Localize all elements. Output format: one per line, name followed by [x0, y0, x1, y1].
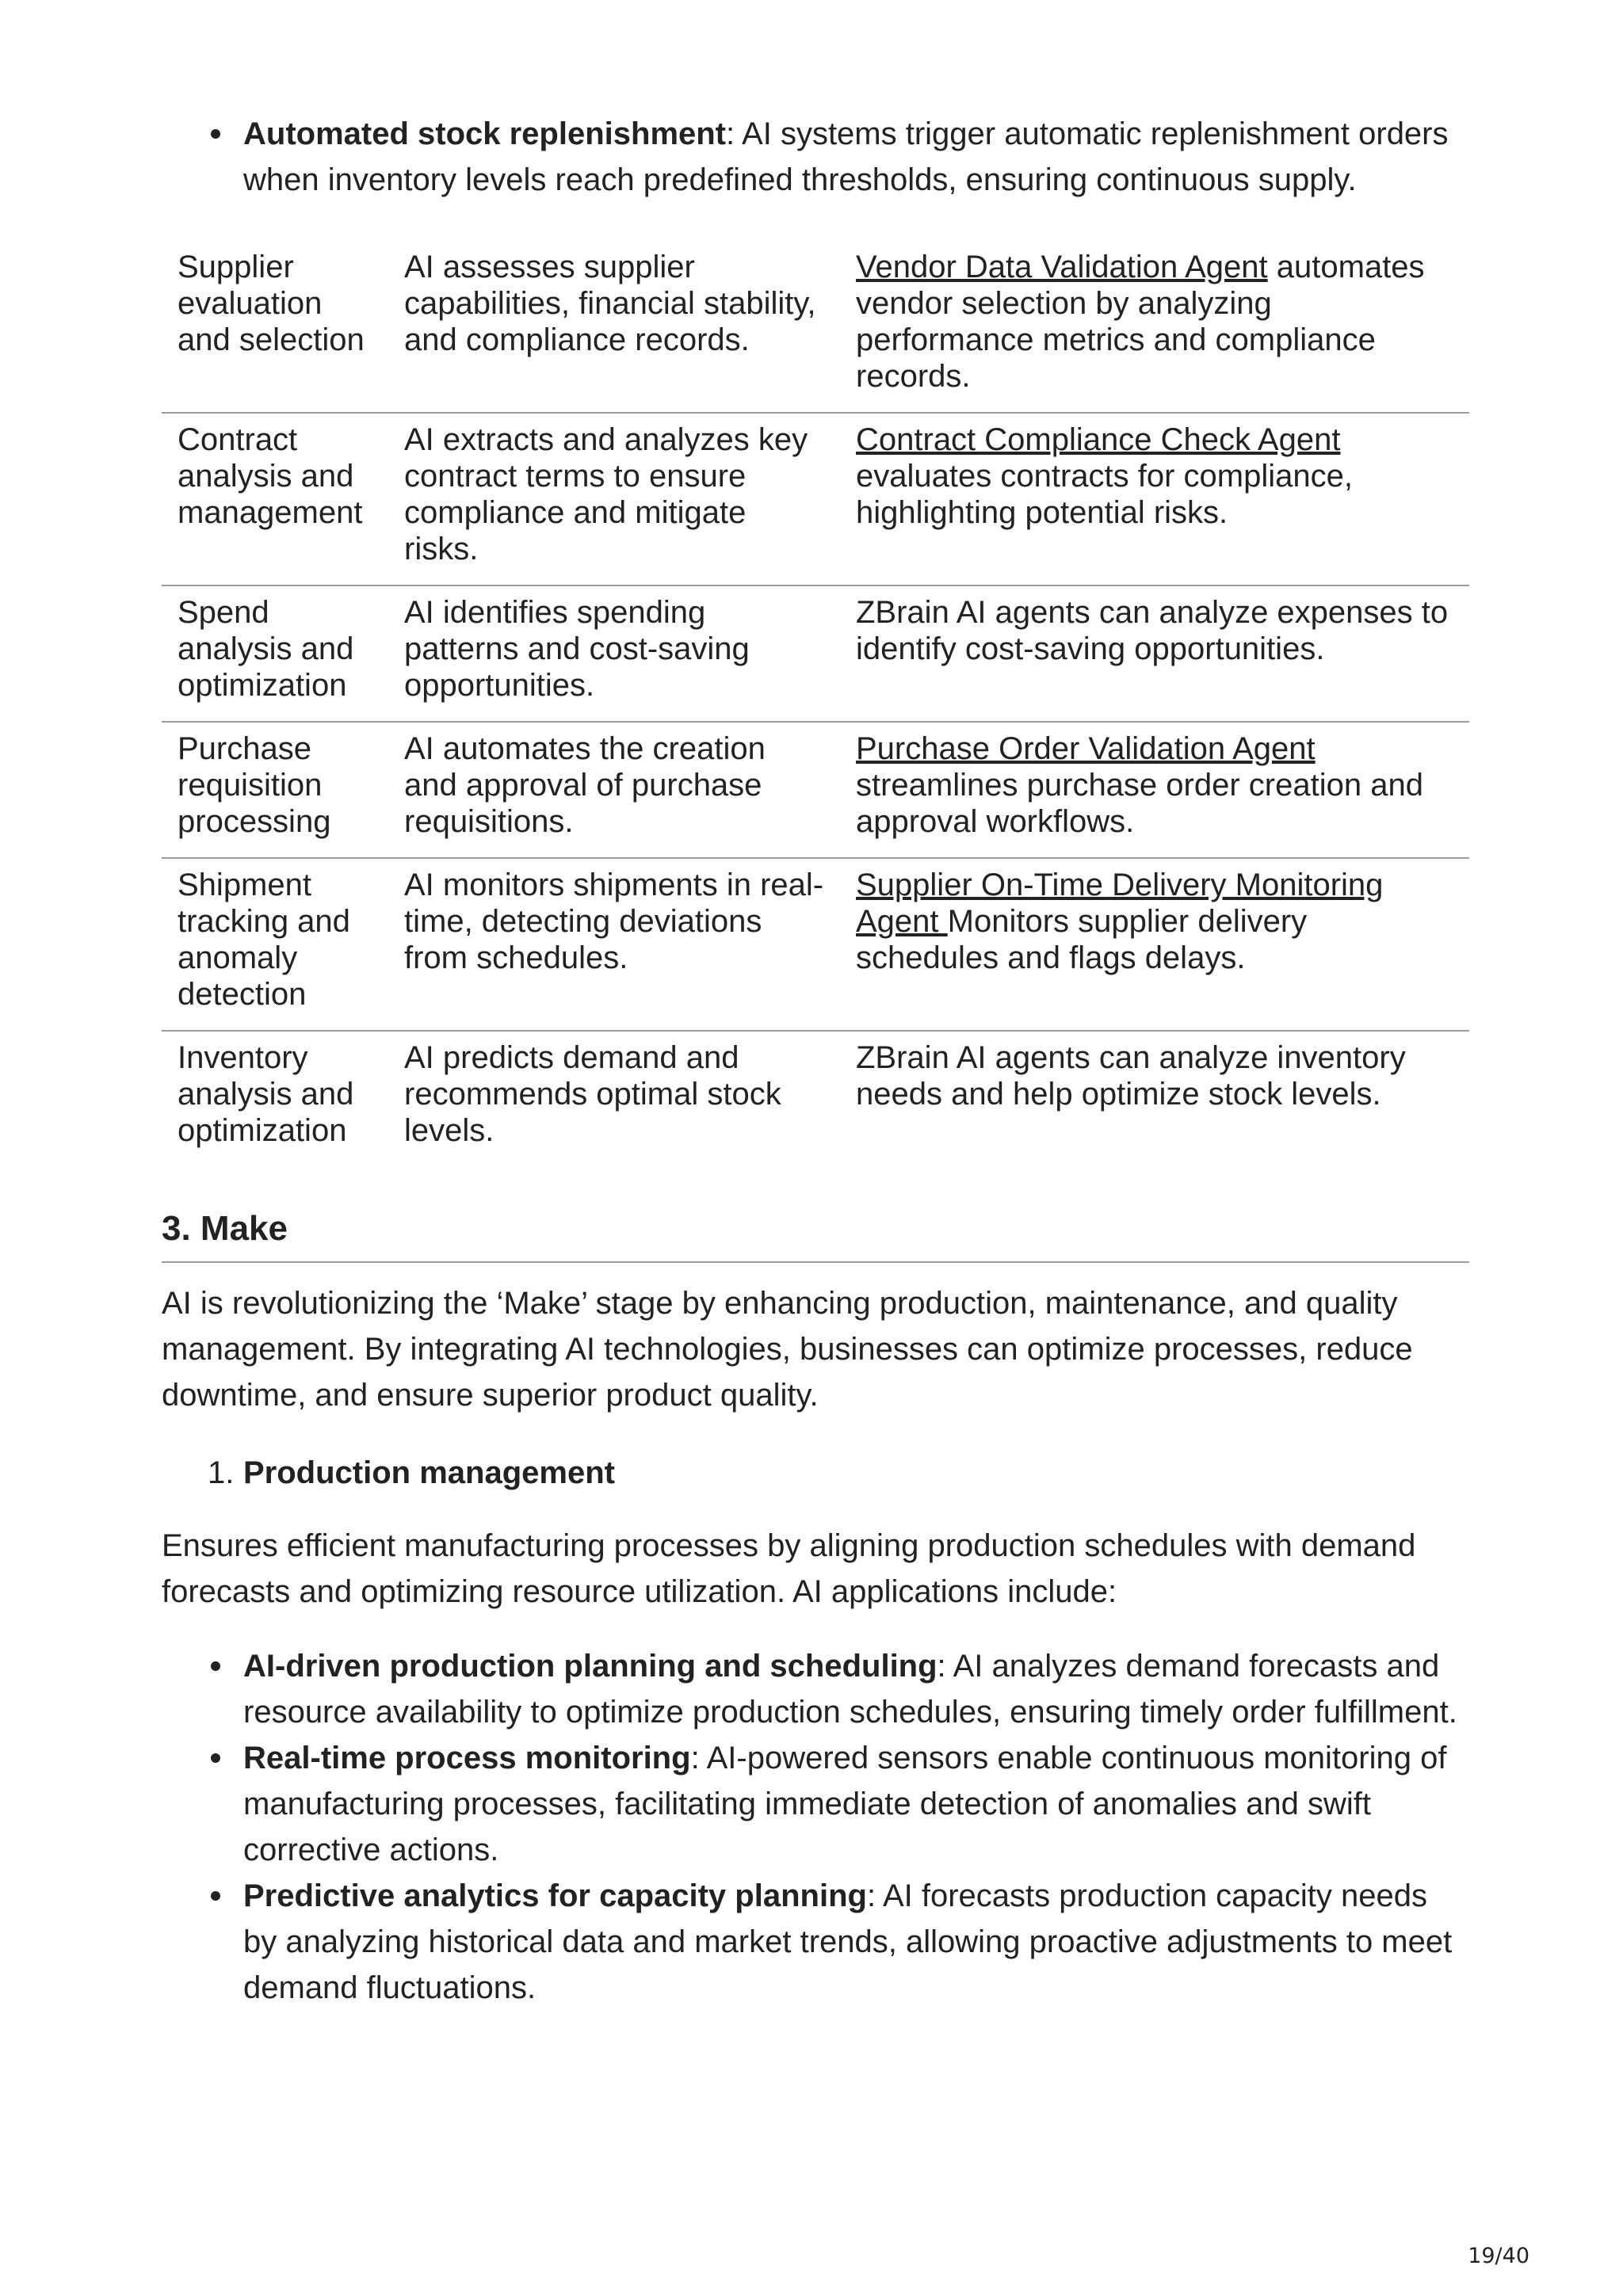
item-label: Production management — [243, 1455, 615, 1490]
bullet-term: Automated stock replenishment — [243, 116, 727, 151]
agent-cell — [840, 585, 1469, 722]
agent-link[interactable]: Contract Compliance Check Agent — [856, 422, 1341, 457]
agent-description: ZBrain AI agents can analyze inventory needs and help optimize stock levels. — [856, 1040, 1406, 1112]
stage-cell: Contract analysis and management — [162, 413, 388, 585]
bullet-text: : AI systems trigger automatic replenishment orders when inventory levels reach predefined thresholds, ensuring continuous supply. — [243, 116, 1449, 197]
agent-description: Monitors supplier delivery schedules and flags delays. — [856, 904, 1308, 975]
ai-role-cell: AI assesses supplier capabilities, financial stability, and compliance records. — [404, 250, 816, 357]
numbered-list — [162, 1450, 1469, 1496]
production-description: Ensures efficient manufacturing processes by aligning production schedules with demand forecasts and optimizing resource utilization. AI applications include: — [162, 1528, 1416, 1609]
agent-cell — [840, 722, 1469, 858]
replenishment-bullet-list — [162, 111, 1469, 203]
stage-cell: Shipment tracking and anomaly detection — [162, 858, 388, 1031]
table-row — [162, 413, 1469, 585]
ai-role-cell: AI automates the creation and approval of purchase requisitions. — [388, 722, 840, 858]
ai-role-cell: AI monitors shipments in real-time, detecting deviations from schedules. — [388, 858, 840, 1031]
stage-cell: Supplier evaluation and selection — [178, 250, 365, 357]
table-row — [162, 722, 1469, 858]
bullet-term: Real-time process monitoring — [243, 1741, 691, 1775]
agent-link[interactable]: Vendor Data Validation Agent — [856, 250, 1268, 284]
table-row — [162, 585, 1469, 722]
numbered-item — [162, 1450, 1469, 1496]
bullet-item — [162, 1643, 1469, 1735]
stage-cell: Inventory analysis and optimization — [162, 1031, 388, 1166]
agent-link[interactable]: Purchase Order Validation Agent — [856, 731, 1316, 766]
bullet-term: AI-driven production planning and scheduling — [243, 1649, 938, 1684]
bullet-text: : AI analyzes demand forecasts and resource availability to optimize production schedules, ensuring timely order fulfillment. — [243, 1649, 1457, 1730]
agent-description: ZBrain AI agents can analyze expenses to identify cost-saving opportunities. — [856, 595, 1449, 666]
agent-link[interactable]: Supplier On-Time Delivery Monitoring Agent — [856, 868, 1384, 939]
agent-description: evaluates contracts for compliance, highlighting potential risks. — [856, 459, 1353, 530]
agent-description: streamlines purchase order creation and approval workflows. — [856, 768, 1423, 839]
agent-cell — [840, 413, 1469, 585]
table-row — [162, 858, 1469, 1031]
bullet-item — [162, 1735, 1469, 1873]
stage-cell: Spend analysis and optimization — [162, 585, 388, 722]
bullet-item — [162, 111, 1469, 203]
production-bullet-list — [162, 1643, 1469, 2011]
page-number: 19/40 — [1468, 2244, 1529, 2268]
stage-cell: Purchase requisition processing — [162, 722, 388, 858]
section-intro: AI is revolutionizing the ‘Make’ stage by enhancing production, maintenance, and quality management. By integrating AI technologies, businesses can optimize processes, reduce downtime, and ensure superior product quality. — [162, 1286, 1413, 1413]
bullet-text: : AI forecasts production capacity needs by analyzing historical data and market trends, allowing proactive adjustments to meet demand fluctuations. — [243, 1878, 1453, 2005]
document-page — [162, 111, 1469, 2011]
agent-description: automates vendor selection by analyzing performance metrics and compliance records. — [856, 250, 1425, 394]
procurement-use-case-table — [162, 241, 1469, 1166]
item-number: 1. — [208, 1455, 235, 1490]
bullet-text: : AI-powered sensors enable continuous monitoring of manufacturing processes, facilitating immediate detection of anomalies and swift corrective actions. — [243, 1741, 1447, 1867]
bullet-item — [162, 1873, 1469, 2011]
ai-role-cell: AI identifies spending patterns and cost-saving opportunities. — [388, 585, 840, 722]
table-row — [162, 241, 1469, 413]
bullet-term: Predictive analytics for capacity planning — [243, 1878, 867, 1913]
table-row — [162, 1031, 1469, 1166]
agent-cell — [840, 858, 1469, 1031]
ai-role-cell: AI predicts demand and recommends optimal stock levels. — [388, 1031, 840, 1166]
section-heading: 3. Make — [162, 1207, 1469, 1263]
agent-cell — [840, 1031, 1469, 1166]
ai-role-cell: AI extracts and analyzes key contract terms to ensure compliance and mitigate risks. — [388, 413, 840, 585]
agent-cell — [840, 241, 1469, 413]
